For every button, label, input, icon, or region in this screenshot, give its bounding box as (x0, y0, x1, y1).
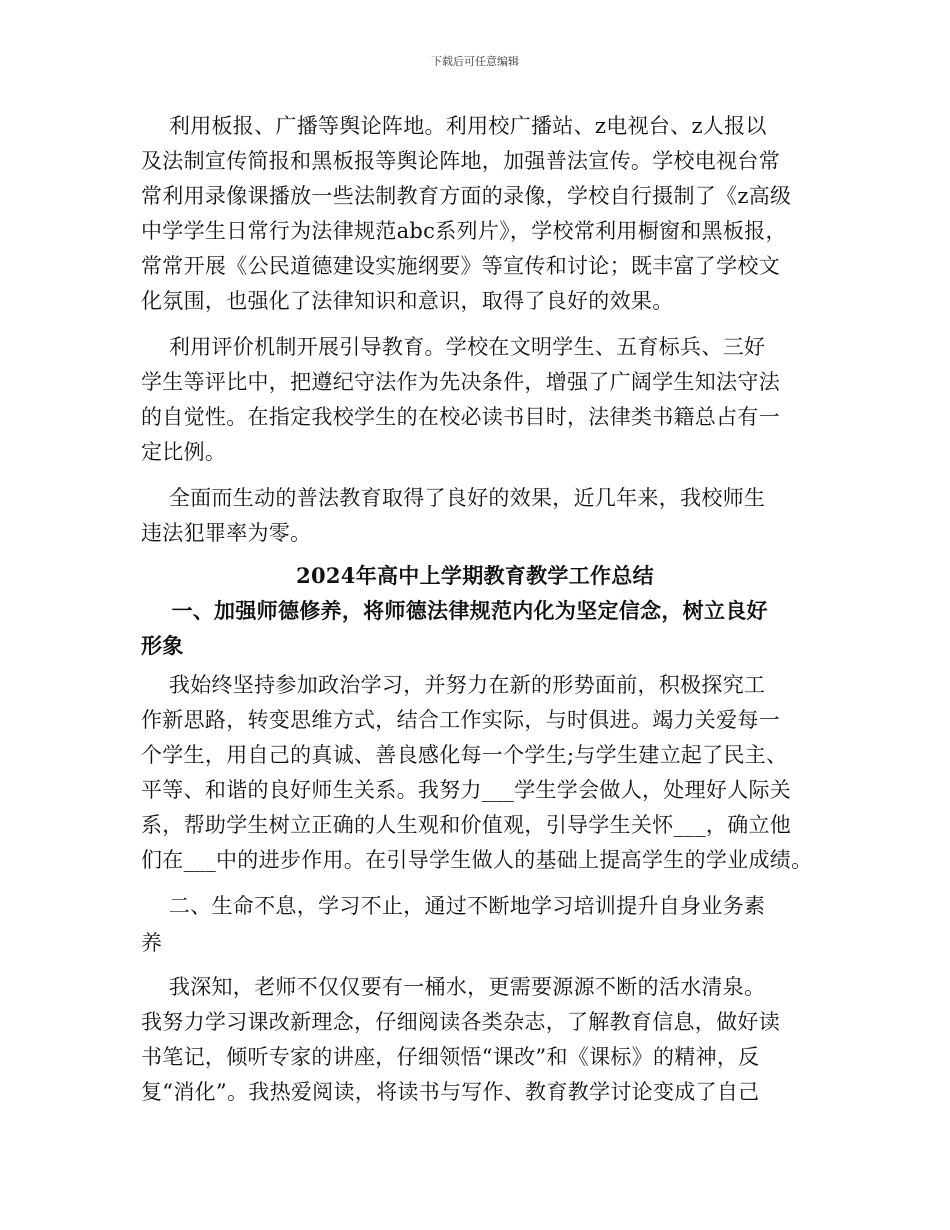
text-line: 利用评价机制开展引导教育。学校在文明学生、五育标兵、三好 (141, 335, 766, 359)
text-line: 定比例。 (141, 440, 227, 464)
text-line: 违法犯罪率为零。 (141, 521, 312, 545)
text-line: 常利用录像课播放一些法制教育方面的录像，学校自行摄制了《z高级 (141, 184, 792, 208)
text-line: 全面而生动的普法教育取得了良好的效果，近几年来，我校师生 (141, 486, 766, 510)
text-line: 常常开展《公民道德建设实施纲要》等宣传和讨论；既丰富了学校文 (141, 254, 780, 278)
text-line: 中学学生日常行为法律规范abc系列片》，学校常利用橱窗和黑板报， (141, 219, 787, 243)
text-line: 系，帮助学生树立正确的人生观和价值观，引导学生关怀___，确立他 (141, 813, 792, 837)
text-line: 平等、和谐的良好师生关系。我努力___学生学会做人，处理好人际关 (141, 778, 792, 802)
text-line: 利用板报、广播等舆论阵地。利用校广播站、z电视台、z人报以 (141, 114, 767, 138)
text-line: 我努力学习课改新理念，仔细阅读各类杂志，了解教育信息，做好读 (141, 1010, 780, 1034)
text-line: 我深知，老师不仅仅要有一桶水，更需要源源不断的活水清泉。 (141, 975, 766, 999)
text-line: 个学生，用自己的真诚、善良感化每一个学生;与学生建立起了民主、 (141, 743, 788, 767)
text-line: 复“消化”。我热爱阅读，将读书与写作、教育教学讨论变成了自己 (141, 1080, 760, 1104)
text-line: 作新思路，转变思维方式，结合工作实际，与时俱进。竭力关爱每一 (141, 708, 780, 732)
text-line: 书笔记，倾听专家的讲座，仔细领悟“课改”和《课标》的精神，反 (141, 1045, 760, 1069)
section-title: 2024年高中上学期教育教学工作总结 (296, 563, 654, 588)
text-line: 二、生命不息，学习不止，通过不断地学习培训提升自身业务素 (141, 894, 766, 918)
section-heading: 一、加强师德修养，将师德法律规范内化为坚定信念，树立良好 (141, 598, 768, 623)
text-line: 化氛围，也强化了法律知识和意识，取得了良好的效果。 (141, 289, 674, 313)
page-header: 下载后可任意编辑 (431, 55, 519, 68)
text-line: 学生等评比中，把遵纪守法作为先决条件，增强了广阔学生知法守法 (141, 370, 780, 394)
section-heading: 形象 (141, 633, 184, 658)
text-line: 及法制宣传简报和黑板报等舆论阵地，加强普法宣传。学校电视台常 (141, 149, 780, 173)
text-line: 们在___中的进步作用。在引导学生做人的基础上提高学生的学业成绩。 (141, 848, 813, 872)
text-line: 我始终坚持参加政治学习，并努力在新的形势面前，积极探究工 (141, 673, 766, 697)
text-line: 的自觉性。在指定我校学生的在校必读书目时，法律类书籍总占有一 (141, 405, 780, 429)
text-line: 养 (141, 931, 163, 955)
